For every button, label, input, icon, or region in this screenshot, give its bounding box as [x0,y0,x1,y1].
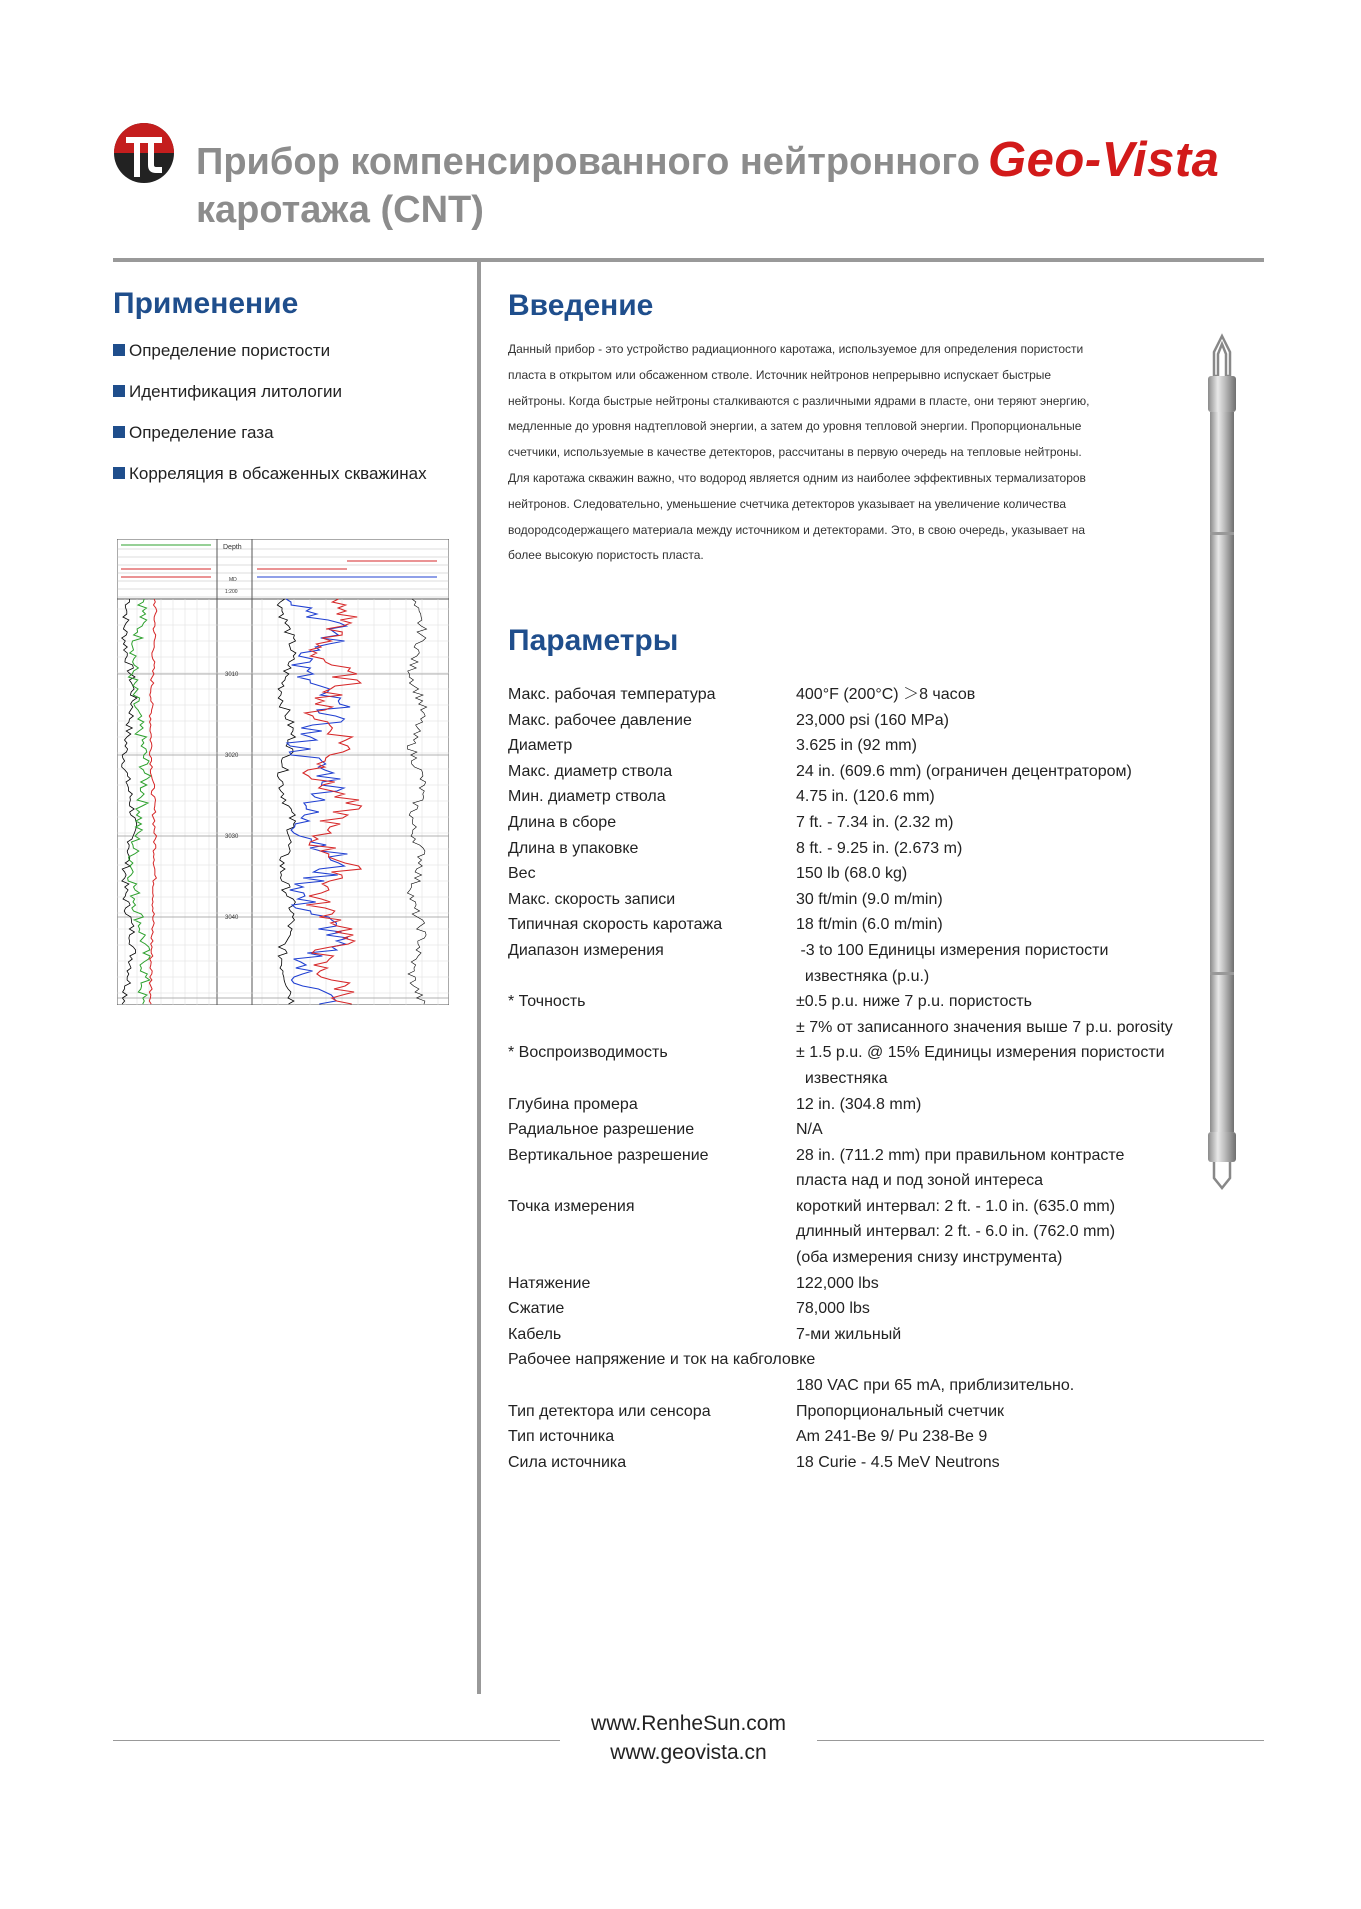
parameter-value [796,1040,1165,1091]
parameter-label: Точка измерения [508,1197,635,1215]
parameter-value [796,1322,901,1348]
parameter-label: Кабель [508,1325,562,1343]
parameter-value-line: известняка (p.u.) [796,967,930,985]
parameter-value [796,912,943,938]
parameter-value-line: 78,000 lbs [796,1300,870,1318]
parameter-value [796,1399,1004,1425]
parameters-heading: Параметры [508,624,679,657]
parameter-label: Вертикальное разрешение [508,1146,709,1164]
title-line-2: каротажа (CNT) [196,189,484,231]
parameter-value-line: известняка [796,1069,888,1087]
log-scale-label: 1:200 [225,589,238,595]
title-line-1: Прибор компенсированного нейтронного [196,141,980,183]
brand-logo-text: Geo-Vista [988,133,1220,187]
parameter-value [796,1296,870,1322]
application-item [113,377,427,418]
application-label: Определение газа [129,423,274,442]
parameter-value-line: 24 in. (609.6 mm) (ограничен децентратором) [796,762,1132,780]
application-label: Определение пористости [129,341,331,360]
parameter-row [508,1296,1208,1322]
parameter-value-line: длинный интервал: 2 ft. - 6.0 in. (762.0 mm) [796,1223,1116,1241]
parameter-label: Длина в упаковке [508,839,639,857]
well-log-figure [117,539,449,1005]
parameter-value-line: ±0.5 p.u. ниже 7 p.u. пористость [796,993,1033,1011]
intro-line: более высокую пористость пласта. [508,548,704,563]
parameter-value-line: 18 Curie - 4.5 MeV Neutrons [796,1453,1000,1471]
parameter-label: Диапазон измерения [508,941,664,959]
parameter-label: Типичная скорость каротажа [508,916,723,934]
header-divider [113,258,1264,262]
parameter-value-line: ± 1.5 p.u. @ 15% Единицы измерения пористости [796,1044,1165,1062]
intro-line: пласта в открытом или обсаженном стволе. Источник нейтронов непрерывно испускает быстрые [508,367,1052,382]
parameter-label: Рабочее напряжение и ток на кабголовке [508,1351,816,1369]
parameter-value-line: 400°F (200°C) ＞8 часов [796,686,976,703]
parameter-value [796,887,943,913]
intro-line: счетчики, используемые в качестве детекторов, рассчитаны в первую очередь на тепловые нейтроны. [508,445,1082,460]
application-item [113,418,427,459]
parameter-label: Сила источника [508,1453,627,1471]
parameter-row [508,1117,1208,1143]
parameter-label: Макс. рабочая температура [508,686,716,703]
parameter-value [796,1117,823,1143]
log-depth-label: Depth [223,544,242,551]
parameter-label: Диаметр [508,737,573,755]
parameter-label: Макс. рабочее давление [508,711,692,729]
column-divider [477,262,481,1694]
parameter-value-line: N/A [796,1121,823,1139]
applications-heading: Применение [113,287,299,320]
square-bullet-icon [113,344,125,356]
parameter-label: Макс. скорость записи [508,890,676,908]
parameter-row [508,682,1208,708]
footer-rule-right [817,1740,1264,1741]
parameter-value [796,733,917,759]
parameter-row [508,1092,1208,1118]
cnt-tool-image [1196,332,1248,1192]
parameter-row [508,733,1208,759]
intro-line: нейтроны. Когда быстрые нейтроны сталкиваются с различными ядрами в пласте, они теряют энергию, [508,393,1090,408]
parameter-value-line: 28 in. (711.2 mm) при правильном контрасте [796,1146,1125,1164]
parameter-label: Длина в сборе [508,813,617,831]
footer-url-geovista[interactable]: www.geovista.cn [610,1741,767,1764]
parameter-label: Тип источника [508,1428,615,1446]
parameter-value [796,682,975,708]
parameter-row [508,861,1208,887]
parameter-label: Вес [508,865,536,883]
parameter-label: Мин. диаметр ствола [508,788,666,806]
parameter-value [796,989,1173,1040]
parameter-row [508,1322,1208,1348]
parameter-value-line: Am 241-Be 9/ Pu 238-Be 9 [796,1428,988,1446]
parameters-table [508,682,1208,1475]
parameter-value-line: 7-ми жильный [796,1325,902,1343]
depth-tick-label: 3040 [225,915,239,921]
parameter-row [508,938,1208,989]
parameter-row [508,1450,1208,1476]
parameter-row [508,887,1208,913]
parameter-label: Тип детектора или сенсора [508,1402,711,1420]
parameter-row [508,1399,1208,1425]
depth-tick-label: 3030 [225,834,239,840]
log-md-label: MD [229,577,237,583]
parameter-value-line: 12 in. (304.8 mm) [796,1095,922,1113]
parameter-row [508,1143,1208,1194]
parameter-label: Сжатие [508,1300,565,1318]
parameter-row [508,1271,1208,1297]
intro-line: водородсодержащего материала между источником и детекторами. Это, в свою очередь, указывает на [508,522,1086,537]
parameter-value-line: 8 ft. - 9.25 in. (2.673 m) [796,839,963,857]
parameter-row [508,708,1208,734]
parameter-row [508,1040,1208,1091]
depth-tick-label: 3010 [225,672,239,678]
parameter-value [796,1092,921,1118]
parameter-value [796,938,1108,989]
parameter-row [508,810,1208,836]
parameter-label: * Точность [508,993,586,1011]
parameter-value-line: 4.75 in. (120.6 mm) [796,788,935,806]
parameter-row [508,759,1208,785]
square-bullet-icon [113,385,125,397]
page-title [196,138,980,234]
intro-paragraph [508,337,1148,569]
intro-line: медленные до уровня надтепловой энергии, а затем до уровня тепловой энергии. Пропорциональные [508,419,1082,434]
parameter-value-line: короткий интервал: 2 ft. - 1.0 in. (635.0 mm) [796,1197,1116,1215]
parameter-label: Натяжение [508,1274,591,1292]
square-bullet-icon [113,467,125,479]
intro-line: нейтронов. Следовательно, уменьшение счетчика детекторов указывает на увеличение количества [508,496,1067,511]
parameter-value [796,1194,1115,1271]
parameter-value-line: Пропорциональный счетчик [796,1402,1005,1420]
parameter-row [508,989,1208,1040]
parameter-value [796,836,962,862]
parameter-value-line: 23,000 psi (160 MPa) [796,711,949,729]
parameter-row [508,836,1208,862]
footer-url-renhesun[interactable]: www.RenheSun.com [591,1712,786,1735]
parameter-value-line: 150 lb (68.0 kg) [796,865,908,883]
parameter-label: Макс. диаметр ствола [508,762,673,780]
parameter-label [508,1373,796,1399]
parameter-value-line: пласта над и под зоной интереса [796,1172,1043,1190]
parameter-value [796,1450,1000,1476]
footer-rule-left [113,1740,560,1741]
application-label: Корреляция в обсаженных скважинах [129,464,427,483]
parameter-value [796,784,935,810]
application-item [113,459,427,500]
renhesun-logo-icon [112,121,176,185]
parameter-value-line: ± 7% от записанного значения выше 7 p.u. porosity [796,1018,1173,1036]
parameter-label: * Воспроизводимость [508,1044,668,1062]
parameter-label: Радиальное разрешение [508,1121,695,1139]
parameter-row [508,1424,1208,1450]
parameter-row [508,1347,1208,1373]
parameter-value-line: (оба измерения снизу инструмента) [796,1249,1063,1267]
parameter-value [796,1143,1124,1194]
application-item [113,336,427,377]
parameter-value [796,861,907,887]
parameter-row [508,1373,1208,1399]
parameter-value-line: 30 ft/min (9.0 m/min) [796,890,943,908]
square-bullet-icon [113,426,125,438]
parameter-value [796,759,1132,785]
parameter-value [796,810,953,836]
application-label: Идентификация литологии [129,382,343,401]
parameter-value [796,1424,987,1450]
parameter-value-line: 122,000 lbs [796,1274,879,1292]
parameter-row [508,784,1208,810]
intro-heading: Введение [508,289,654,322]
intro-line: Для каротажа скважин важно, что водород является одним из наиболее эффективных термализаторов [508,470,1086,485]
parameter-value-line: 3.625 in (92 mm) [796,737,917,755]
parameter-value-line: 7 ft. - 7.34 in. (2.32 m) [796,813,954,831]
parameter-value [796,1271,879,1297]
depth-tick-label: 3020 [225,753,239,759]
intro-line: Данный прибор - это устройство радиационного каротажа, используемое для определения пористости [508,342,1084,356]
parameter-value-line: 18 ft/min (6.0 m/min) [796,916,943,934]
applications-list [113,336,427,500]
parameter-row [508,912,1208,938]
parameter-value-line: 180 VAC при 65 mA, приблизительно. [796,1377,1075,1395]
parameter-value [796,1373,1074,1399]
parameter-row [508,1194,1208,1271]
parameter-label: Глубина промера [508,1095,638,1113]
parameter-value-line: -3 to 100 Единицы измерения пористости [796,941,1109,959]
parameter-value [796,708,949,734]
